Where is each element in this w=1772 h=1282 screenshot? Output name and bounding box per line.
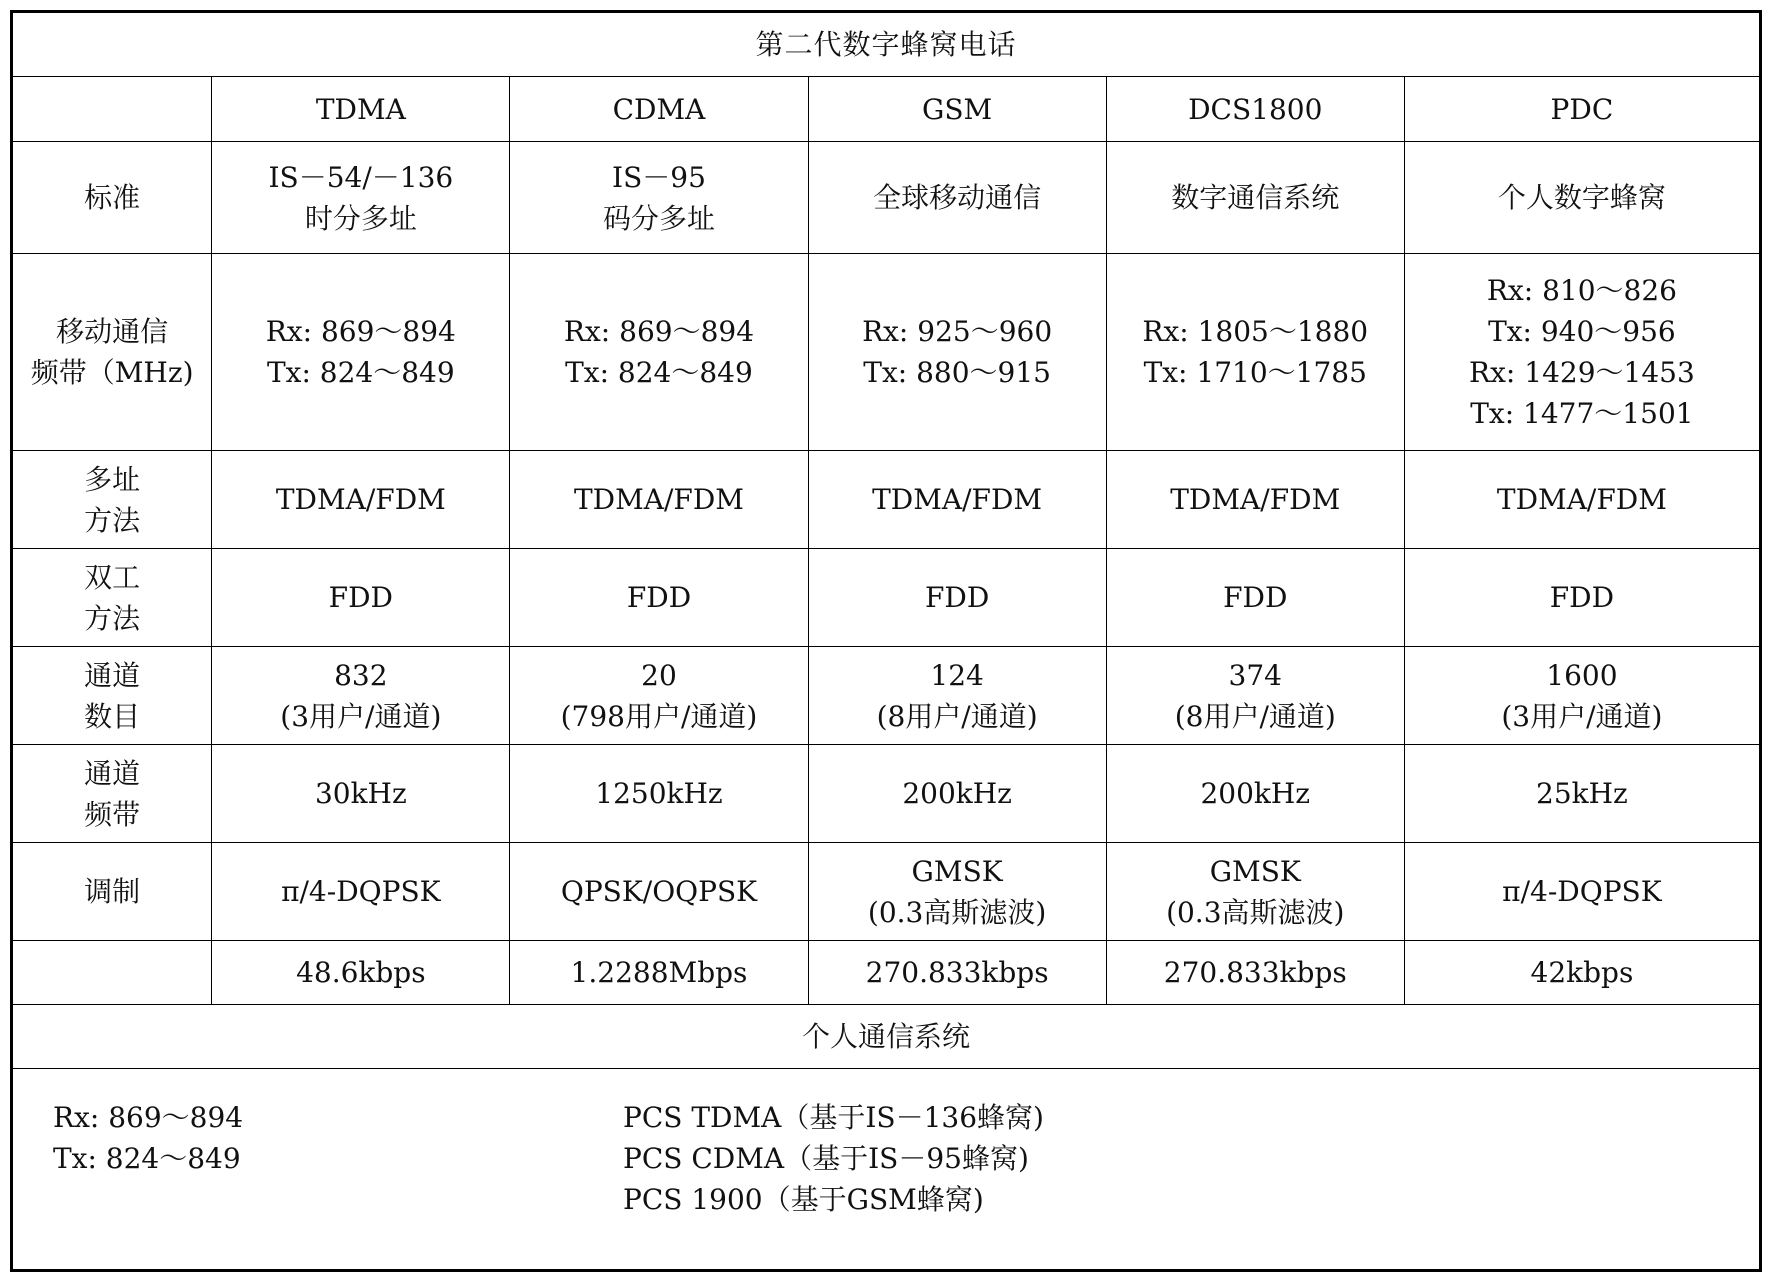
row-label: [13, 745, 212, 843]
row-label: [13, 549, 212, 647]
table-cell: [212, 647, 510, 745]
row-label-line: 调制: [84, 875, 141, 908]
table-cell: [212, 843, 510, 941]
cell-line: FDD: [328, 581, 393, 614]
row-channel-count: [13, 647, 1759, 745]
table-cell: [212, 745, 510, 843]
table-cell: [808, 745, 1106, 843]
cell-line: FDD: [1549, 581, 1615, 614]
cell-line: Rx: 1429～1453: [1469, 356, 1695, 389]
cell-line: Tx: 940～956: [1488, 315, 1676, 348]
cell-line: Tx: 824～849: [565, 356, 753, 389]
column-header: PDC: [1404, 77, 1759, 142]
table-cell: [1404, 142, 1759, 254]
cell-line: (8用户/通道): [1174, 699, 1336, 733]
cell-line: IS－54/－136: [268, 160, 454, 194]
table-cell: [808, 843, 1106, 941]
cell-line: Rx: 925～960: [862, 315, 1053, 348]
pcs-band-line: Tx: 824～849: [53, 1142, 241, 1175]
cell-line: π/4-DQPSK: [281, 875, 441, 908]
table-cell: [510, 142, 808, 254]
cell-line: TDMA/FDM: [573, 483, 744, 516]
cell-line: Tx: 824～849: [266, 356, 455, 389]
table-cell: [808, 142, 1106, 254]
row-label-line: 移动通信: [56, 315, 169, 348]
row-standard: [13, 142, 1759, 254]
cell-line: 30kHz: [314, 777, 407, 810]
row-label: [13, 843, 212, 941]
cell-line: FDD: [924, 581, 990, 614]
cell-line: (3用户/通道): [1501, 699, 1663, 733]
row-label-line: 通道: [84, 658, 141, 692]
cell-line: Rx: 1805～1880: [1142, 315, 1369, 348]
table-cell: [1404, 941, 1759, 1005]
cell-line: Tx: 1710～1785: [1143, 356, 1367, 389]
table-cell: [1404, 843, 1759, 941]
cell-line: 25kHz: [1536, 777, 1628, 810]
table-cell: [1404, 745, 1759, 843]
cell-line: 数字通信系统: [1171, 181, 1340, 214]
cell-line: (8用户/通道): [876, 699, 1038, 733]
table-cell: [1106, 142, 1404, 254]
row-data-rate: [13, 941, 1759, 1005]
cell-line: 个人数字蜂窝: [1497, 181, 1666, 214]
table-cell: [510, 451, 808, 549]
title-row: [13, 13, 1759, 77]
pcs-systems: [623, 1097, 1044, 1220]
cell-line: 全球移动通信: [873, 181, 1042, 214]
row-channel-bandwidth: [13, 745, 1759, 843]
table-grid: [13, 13, 1759, 1069]
cell-line: IS－95: [612, 160, 706, 194]
row-label-line: 通道: [84, 756, 141, 790]
column-header: CDMA: [510, 77, 808, 142]
table-cell: [510, 549, 808, 647]
row-multiple-access: [13, 451, 1759, 549]
cell-line: FDD: [626, 581, 692, 614]
row-frequency-band: [13, 254, 1759, 451]
table-cell: [1106, 941, 1404, 1005]
table-cell: [510, 647, 808, 745]
table-cell: [1404, 647, 1759, 745]
cell-line: QPSK/OQPSK: [560, 875, 758, 908]
header-corner: [13, 77, 212, 142]
cell-line: (798用户/通道): [560, 699, 758, 733]
pcs-bands: [53, 1097, 243, 1179]
row-label-line: 频带（MHz): [30, 356, 194, 389]
cell-line: π/4-DQPSK: [1502, 875, 1662, 908]
cell-line: 1600: [1546, 658, 1618, 692]
cell-line: 20: [641, 658, 677, 692]
table-cell: [1106, 451, 1404, 549]
table-cell: [510, 941, 808, 1005]
row-label-line: 标准: [84, 181, 141, 214]
row-label-line: 方法: [84, 601, 141, 635]
table-cell: [808, 451, 1106, 549]
cell-line: 200kHz: [1200, 777, 1311, 810]
cell-line: 124: [930, 658, 984, 692]
table-cell: [1404, 451, 1759, 549]
cell-line: Rx: 869～894: [563, 315, 755, 348]
row-label-line: 数目: [84, 699, 141, 733]
pcs-system-line: PCS TDMA（基于IS－136蜂窝): [623, 1101, 1044, 1134]
row-label: [13, 451, 212, 549]
row-label: [13, 254, 212, 451]
cell-line: 270.833kbps: [1163, 956, 1347, 989]
table-cell: [212, 254, 510, 451]
table-cell: [1404, 549, 1759, 647]
table-cell: [808, 941, 1106, 1005]
cell-line: 42kbps: [1530, 956, 1634, 989]
row-label: [13, 142, 212, 254]
table-cell: [1404, 254, 1759, 451]
pcs-band-line: Rx: 869～894: [53, 1101, 244, 1134]
pcs-title-row: [13, 1005, 1759, 1069]
cell-line: TDMA/FDM: [275, 483, 446, 516]
cell-line: TDMA/FDM: [1496, 483, 1667, 516]
cell-line: Rx: 869～894: [265, 315, 456, 348]
cell-line: Tx: 1477～1501: [1470, 397, 1694, 430]
table-cell: [808, 647, 1106, 745]
cell-line: 48.6kbps: [296, 956, 426, 989]
table-cell: [808, 549, 1106, 647]
cell-line: (3用户/通道): [280, 699, 442, 733]
cell-line: GMSK: [911, 854, 1003, 888]
column-header: GSM: [808, 77, 1106, 142]
column-header: TDMA: [212, 77, 510, 142]
row-label: [13, 647, 212, 745]
row-duplex: [13, 549, 1759, 647]
row-label-line: 频带: [84, 797, 141, 831]
table-cell: [1106, 843, 1404, 941]
table-cell: [212, 142, 510, 254]
table-cell: [1106, 647, 1404, 745]
table-cell: [1106, 745, 1404, 843]
pcs-title: 个人通信系统: [13, 1005, 1759, 1069]
cell-line: GMSK: [1209, 854, 1301, 888]
column-header: DCS1800: [1106, 77, 1404, 142]
table-cell: [212, 549, 510, 647]
cellular-standards-table: [10, 10, 1762, 1272]
cell-line: TDMA/FDM: [1170, 483, 1341, 516]
cell-line: FDD: [1223, 581, 1288, 614]
cell-line: Rx: 810～826: [1486, 274, 1677, 307]
cell-line: 200kHz: [902, 777, 1012, 810]
header-row: [13, 77, 1759, 142]
table-cell: [1106, 254, 1404, 451]
table-cell: [808, 254, 1106, 451]
pcs-details: [13, 1069, 1759, 1251]
cell-line: 832: [334, 658, 388, 692]
table-cell: [212, 451, 510, 549]
table-title: 第二代数字蜂窝电话: [13, 13, 1759, 77]
row-label-line: 多址: [84, 462, 141, 496]
cell-line: (0.3高斯滤波): [867, 895, 1047, 929]
table-cell: [1106, 549, 1404, 647]
cell-line: 1.2288Mbps: [570, 956, 748, 989]
row-label: [13, 941, 212, 1005]
cell-line: (0.3高斯滤波): [1166, 895, 1345, 929]
table-cell: [510, 254, 808, 451]
cell-line: 时分多址: [304, 201, 417, 235]
pcs-system-line: PCS CDMA（基于IS－95蜂窝): [623, 1142, 1029, 1175]
cell-line: 374: [1228, 658, 1282, 692]
table-cell: [510, 843, 808, 941]
table-cell: [212, 941, 510, 1005]
cell-line: 1250kHz: [595, 777, 723, 810]
cell-line: 码分多址: [602, 201, 715, 235]
pcs-system-line: PCS 1900（基于GSM蜂窝): [623, 1183, 984, 1216]
cell-line: Tx: 880～915: [863, 356, 1051, 389]
cell-line: TDMA/FDM: [872, 483, 1043, 516]
row-label-line: 方法: [84, 503, 141, 537]
table-cell: [510, 745, 808, 843]
row-label-line: 双工: [84, 560, 141, 594]
cell-line: 270.833kbps: [865, 956, 1049, 989]
row-modulation: [13, 843, 1759, 941]
